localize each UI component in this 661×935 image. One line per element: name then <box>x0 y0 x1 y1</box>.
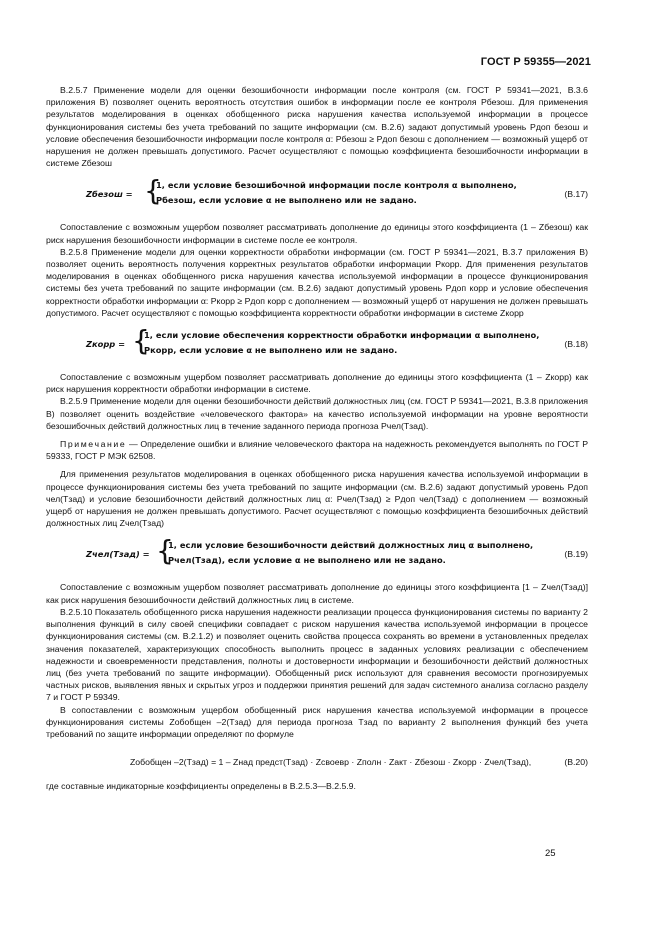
equation-number: (В.20) <box>564 757 588 768</box>
note <box>46 438 588 462</box>
equation-number: (В.19) <box>564 549 588 560</box>
formula-case-2: Pбезош, если условие α не выполнено или не задано. <box>156 195 417 206</box>
formula-b19 <box>46 534 588 571</box>
paragraph-b257-complement: Сопоставление с возможным ущербом позволяет рассматривать дополнение до единицы этого коэффициента (1 – Zбезош) как риск нарушения безошибочности информации в системе после ее контроля. <box>46 222 588 245</box>
brace-glyph: { <box>156 534 174 568</box>
formula-b17 <box>46 174 588 211</box>
brace-glyph: { <box>132 324 150 358</box>
formula-lhs: Zбезош = <box>86 189 133 200</box>
paragraph-b259-complement: Сопоставление с возможным ущербом позволяет рассматривать дополнение до единицы этого коэффициента [1 – Zчел(Tзад)] как риск нарушения безошибочности действий должностных лиц в системе. <box>46 582 588 605</box>
formula-expression: Zобобщен –2(Tзад) = 1 – Zнад предст(Tзад) · Zсвоевр · Zполн · Zакт · Zбезош · Zкорр · Zчел(Tзад), <box>130 757 532 768</box>
paragraph-b257: В.2.5.7 Применение модели для оценки безошибочности информации после контроля (см. ГОСТ Р 59341—2021, В.3.6 приложения В) позволяет оценить вероятность отсутствия ошибок в информации после ее контроля Pбезош. Для применения результатов моделирования в оценках обобщенного риска нарушения качества используемой информации в процессе функционирования системы без учета требований по защите информации (см. В.2.6) задают допустимый уровень Pдоп безош и условие обеспечения безошибочности информации после контроля α: Pбезош ≥ Pдоп безош с дополнением — возможный ущерб от нарушения не должен превышать допустимого. Расчет осуществляют с помощью коэффициента безошибочности информации в системе Zбезош <box>46 85 588 169</box>
page-number: 25 <box>545 848 556 859</box>
paragraph-b258-complement: Сопоставление с возможным ущербом позволяет рассматривать дополнение до единицы этого коэффициента (1 – Zкорр) как риск нарушения корректности обработки информации в системе. <box>46 372 588 395</box>
formula-case-2: Pкорр, если условие α не выполнено или не задано. <box>144 345 398 356</box>
paragraph-b2510: В.2.5.10 Показатель обобщенного риска нарушения надежности реализации процесса функционирования системы по варианту 2 выполнения функций в силу своей специфики совпадает с риском нарушения качества используемой информации в процессе функционирования системы (см. В.2.1.2) и позволяет оценить свойства процесса сохранять во времени в установленных пределах значения показателей, характеризующих способность выполнить процесс в заданных условиях реализации с обеспечением надежности и своевременности представления, полноты и достоверности информации и безошибочности действий должностных лиц (без учета требований по защите информации). Обобщенный риск используют для сравнения весомости прогнозируемых частных рисков, выявления явных и скрытых угроз и поддержки принятия решений для задач системного анализа согласно разделу 7 и ГОСТ Р 59349. <box>46 606 588 703</box>
note-label: Примечание <box>60 439 127 450</box>
note-text: — Определение ошибки и влияние человеческого фактора на надежность рекомендуется выполнять по ГОСТ Р 59333, ГОСТ Р МЭК 62508. <box>46 439 588 462</box>
paragraph-b2510-comparison: В сопоставлении с возможным ущербом обобщенный риск нарушения качества используемой информации в процессе функционирования системы Zобобщен –2(Tзад) для периода прогноза Tзад по варианту 2 выполнения функций без учета требований по защите информации определяют по формуле <box>46 704 588 739</box>
paragraph-b259: В.2.5.9 Применение модели для оценки безошибочности действий должностных лиц (см. ГОСТ Р 59341—2021, В.3.8 приложения В) позволяет оценить воздействие «человеческого фактора» на качество используемой информации на уровне вероятности безошибочных действий должностных лиц в течение заданного периода прогноза Pчел(Tзад). <box>46 396 588 431</box>
formula-case-1: 1, если условие безошибочности действий должностных лиц α выполнено, <box>168 540 534 551</box>
formula-case-2: Pчел(Tзад), если условие α не выполнено или не задано. <box>168 555 446 566</box>
formula-b18 <box>46 324 588 361</box>
paragraph-where: где составные индикаторные коэффициенты определены в В.2.5.3—В.2.5.9. <box>46 781 356 792</box>
page-body <box>46 84 588 792</box>
brace-glyph: { <box>144 174 162 208</box>
formula-case-1: 1, если условие обеспечения корректности обработки информации α выполнено, <box>144 330 540 341</box>
formula-lhs: Zчел(Tзад) = <box>86 549 150 560</box>
equation-number: (В.17) <box>564 189 588 200</box>
formula-case-1: 1, если условие безошибочной информации после контроля α выполнено, <box>156 180 517 191</box>
standard-header: ГОСТ Р 59355—2021 <box>480 56 591 68</box>
formula-lhs: Zкорр = <box>86 339 126 350</box>
equation-number: (В.18) <box>564 339 588 350</box>
formula-b20 <box>46 752 588 774</box>
paragraph-b258: В.2.5.8 Применение модели для оценки корректности обработки информации (см. ГОСТ Р 59341—2021, В.3.7 приложения В) позволяет оценить вероятность получения корректных результатов обработки информации Pкорр. Для применения результатов моделирования в оценках обобщенного риска нарушения качества используемой информации в процессе функционирования системы без учета требований по защите информации (см. В.2.6) задают допустимый уровень Pдоп корр и условие обеспечения корректности обработки информации α: Pкорр ≥ Pдоп корр с дополнением — возможный ущерб от нарушения не должен превышать допустимого. Расчет осуществляют с помощью коэффициента корректности обработки информации в системе Zкорр <box>46 246 588 318</box>
paragraph-b259-application: Для применения результатов моделирования в оценках обобщенного риска нарушения качества используемой информации в процессе функционирования системы без учета требований по защите информации (см. В.2.6) задают допустимый уровень Pдоп чел(Tзад) и условие безошибочности действий должностных лиц α: Pчел(Tзад) ≥ Pдоп чел(Tзад) с дополнением — возможный ущерб от нарушения не должен превышать допустимого. Расчет осуществляют с помощью коэффициента безошибочных действий должностных лиц Zчел(Tзад) <box>46 469 588 529</box>
